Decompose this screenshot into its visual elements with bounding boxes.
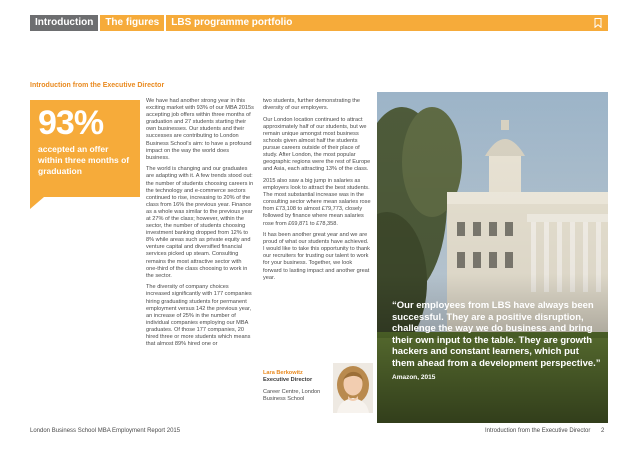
nav-bar-background (283, 15, 608, 31)
section-heading: Introduction from the Executive Director (30, 82, 165, 89)
paragraph: We have had another strong year in this exciting market with 93% of our MBA 2015s accepting job offers within three months of graduation and 27 students starting their own businesses. Our students and their successes are contributing to London Business School's aim: to have a profound impact on the way the world does business. (146, 98, 254, 161)
top-navigation (30, 15, 297, 31)
page-number: 2 (601, 428, 605, 434)
tab-the-figures[interactable]: The figures (100, 15, 164, 31)
footer-report-title: London Business School MBA Employment Report 2015 (30, 428, 181, 434)
stat-number: 93% (38, 104, 104, 142)
testimonial-quote (392, 300, 602, 381)
body-column-1 (146, 98, 254, 353)
quote-source: Amazon, 2015 (392, 373, 436, 381)
bio-role: Executive Director (263, 377, 313, 383)
bookmark-icon[interactable] (594, 18, 602, 28)
tab-introduction[interactable]: Introduction (30, 15, 98, 31)
paragraph: two students, further demonstrating the diversity of our employers. (263, 98, 361, 112)
paragraph: 2015 also saw a big jump in salaries as employers look to attract the best students. The most substantial increase was in the consulting sector where mean salaries rose from £73,108 to almost £79,773, closely followed by finance where mean salaries rose from £69,871 to £78,358. (263, 177, 371, 227)
tab-lbs-programme-portfolio[interactable]: LBS programme portfolio (166, 15, 297, 31)
bio-organisation: Career Centre, London Business School (263, 389, 321, 403)
paragraph: The world is changing and our graduates are adapting with it. A few trends stood out: the number of students choosing careers in the technology and e-commerce sectors continued to rise, increasing to 20% of the class from 16% the previous year. Finance as a whole was similar to the previous year at 27% of the class; however, within the sector, the number of students choosing investment banking dropped from 12% to 8% while areas such as private equity and venture capital and diversified financial services picked up steam. Consulting remains the most attractive sector with one-third of the class choosing to work in the sector. (146, 166, 254, 279)
stat-callout (30, 100, 140, 197)
quote-text: “Our employees from LBS have always been successful. They are a positive disruption, challenge the way we do business and bring their own input to the table. They are growth hackers and constant learners, which put them ahead from a development perspective.” (392, 300, 601, 369)
body-column-2 (263, 98, 371, 286)
footer-section-title: Introduction from the Executive Director (485, 428, 591, 434)
stat-caption: accepted an offer within three months of graduation (38, 144, 130, 176)
paragraph: It has been another great year and we are proud of what our students have achieved. I would like to take this opportunity to thank our recruiters for trusting our talent to work for your business. Together, we look forward to lasting impact and another great year. (263, 232, 370, 281)
paragraph: Our London location continued to attract approximately half of our students, but we remain unique amongst most business schools given almost half the students pursue careers outside of their place of study. After London, the most popular geographic regions were the rest of Europe and Asia, each attracting 13% of the class. (263, 116, 371, 173)
paragraph: The diversity of company choices increased significantly with 177 companies hiring graduating students for permanent employment versus 142 the previous year, an increase of 25% in the number of individual companies employing our MBA graduates. Of those 177 companies, 20 hired three or more students which means that almost 89% hired one or (146, 284, 252, 348)
bio-name: Lara Berkowitz (263, 370, 303, 376)
stat-callout-tail (30, 197, 44, 209)
portrait-photo (333, 363, 373, 413)
